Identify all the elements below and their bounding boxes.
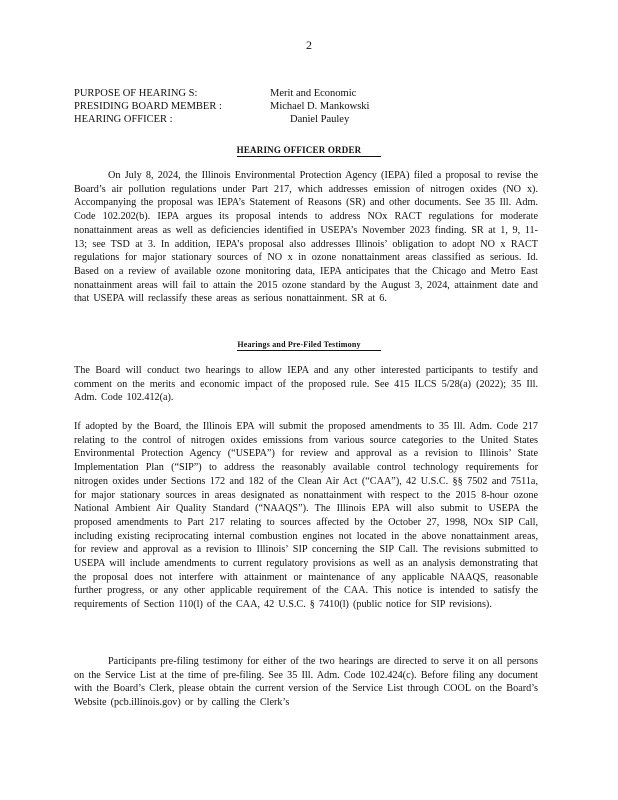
presiding-value: Michael D. Mankowski <box>270 101 370 112</box>
hearings-title: Hearings and Pre-Filed Testimony <box>0 340 618 349</box>
officer-value: Daniel Pauley <box>290 114 350 125</box>
officer-row <box>74 114 349 127</box>
paragraph-4: Participants pre-filing testimony for either of the two hearings are directed to serve it on all persons on the Service List at the time of pre-filing. See 35 Ill. Adm. Code 102.424(c). Before filing any document with the Board’s Clerk, please obtain the current version of the Service List through COOL on the Board’s Website (pcb.illinois.gov) or by calling the Clerk’s <box>74 656 538 709</box>
presiding-row <box>74 101 369 114</box>
presiding-label: PRESIDING BOARD MEMBER : <box>74 101 222 112</box>
paragraph-3: If adopted by the Board, the Illinois EPA will submit the proposed amendments to 35 Ill. Adm. Code 217 relating to the control of nitrogen oxides emissions from various source categories to the United States Environmental Protection Agency (“USEPA”) for review and approval as a revision to Illinois’ State Implementation Plan (“SIP”) to address the reasonably available control technology requirements for nitrogen oxides under Sections 172 and 182 of the Clean Air Act (“CAA”), 42 U.S.C. §§ 7502 and 7511a, for major stationary sources in areas designated as nonattainment with respect to the 2015 8-hour ozone National Ambient Air Quality Standard (“NAAQS”). The Illinois EPA will also submit to USEPA the proposed amendments to Part 217 relating to sources affected by the October 27, 1998, NOx SIP Call, including existing reciprocating internal combustion engines not located in the above nonattainment areas, for review and approval as a revision to Illinois’ SIP concerning the SIP Call. The revisions submitted to USEPA will include amendments to current regulatory provisions as well as an analysis demonstrating that the proposal does not interfere with attainment or maintenance of any applicable NAAQS, reasonable further progress, or any other applicable requirement of the CAA. This notice is intended to satisfy the requirements of Section 110(l) of the CAA, 42 U.S.C. § 7410(l) (public notice for SIP revisions). <box>74 421 538 611</box>
paragraph-1: On July 8, 2024, the Illinois Environmental Protection Agency (IEPA) filed a proposal to revise the Board’s air pollution regulations under Part 217, which addresses emission of nitrogen oxides (NO x). Accompanying the proposal was IEPA’s Statement of Reasons (SR) and other documents. See 35 Ill. Adm. Code 102.202(b). IEPA argues its proposal intends to address NOx RACT regulations for moderate nonattainment areas as well as deficiencies identified in USEPA’s November 2023 finding. SR at 1, 9, 11-13; see TSD at 3. In addition, IEPA’s proposal also addresses Illinois’ obligation to adopt NO x RACT regulations for major stationary sources of NO x in ozone nonattainment areas classified as serious. Id. Based on a review of available ozone monitoring data, IEPA anticipates that the Chicago and Metro East nonattainment areas will fail to attain the 2015 ozone standard by the August 3, 2024, attainment date and that USEPA will reclassify these areas as serious nonattainment. SR at 6. <box>74 170 538 305</box>
purpose-row <box>74 88 356 101</box>
purpose-label: PURPOSE OF HEARING S: <box>74 88 198 99</box>
purpose-value: Merit and Economic <box>270 88 357 99</box>
page-number: 2 <box>306 38 312 52</box>
paragraph-2: The Board will conduct two hearings to allow IEPA and any other interested participants to testify and comment on the merits and economic impact of the proposed rule. See 415 ILCS 5/28(a) (2022); 35 Ill. Adm. Code 102.412(a). <box>74 365 538 404</box>
hearing-officer-order-title: HEARING OFFICER ORDER <box>0 145 618 155</box>
officer-label: HEARING OFFICER : <box>74 114 173 125</box>
